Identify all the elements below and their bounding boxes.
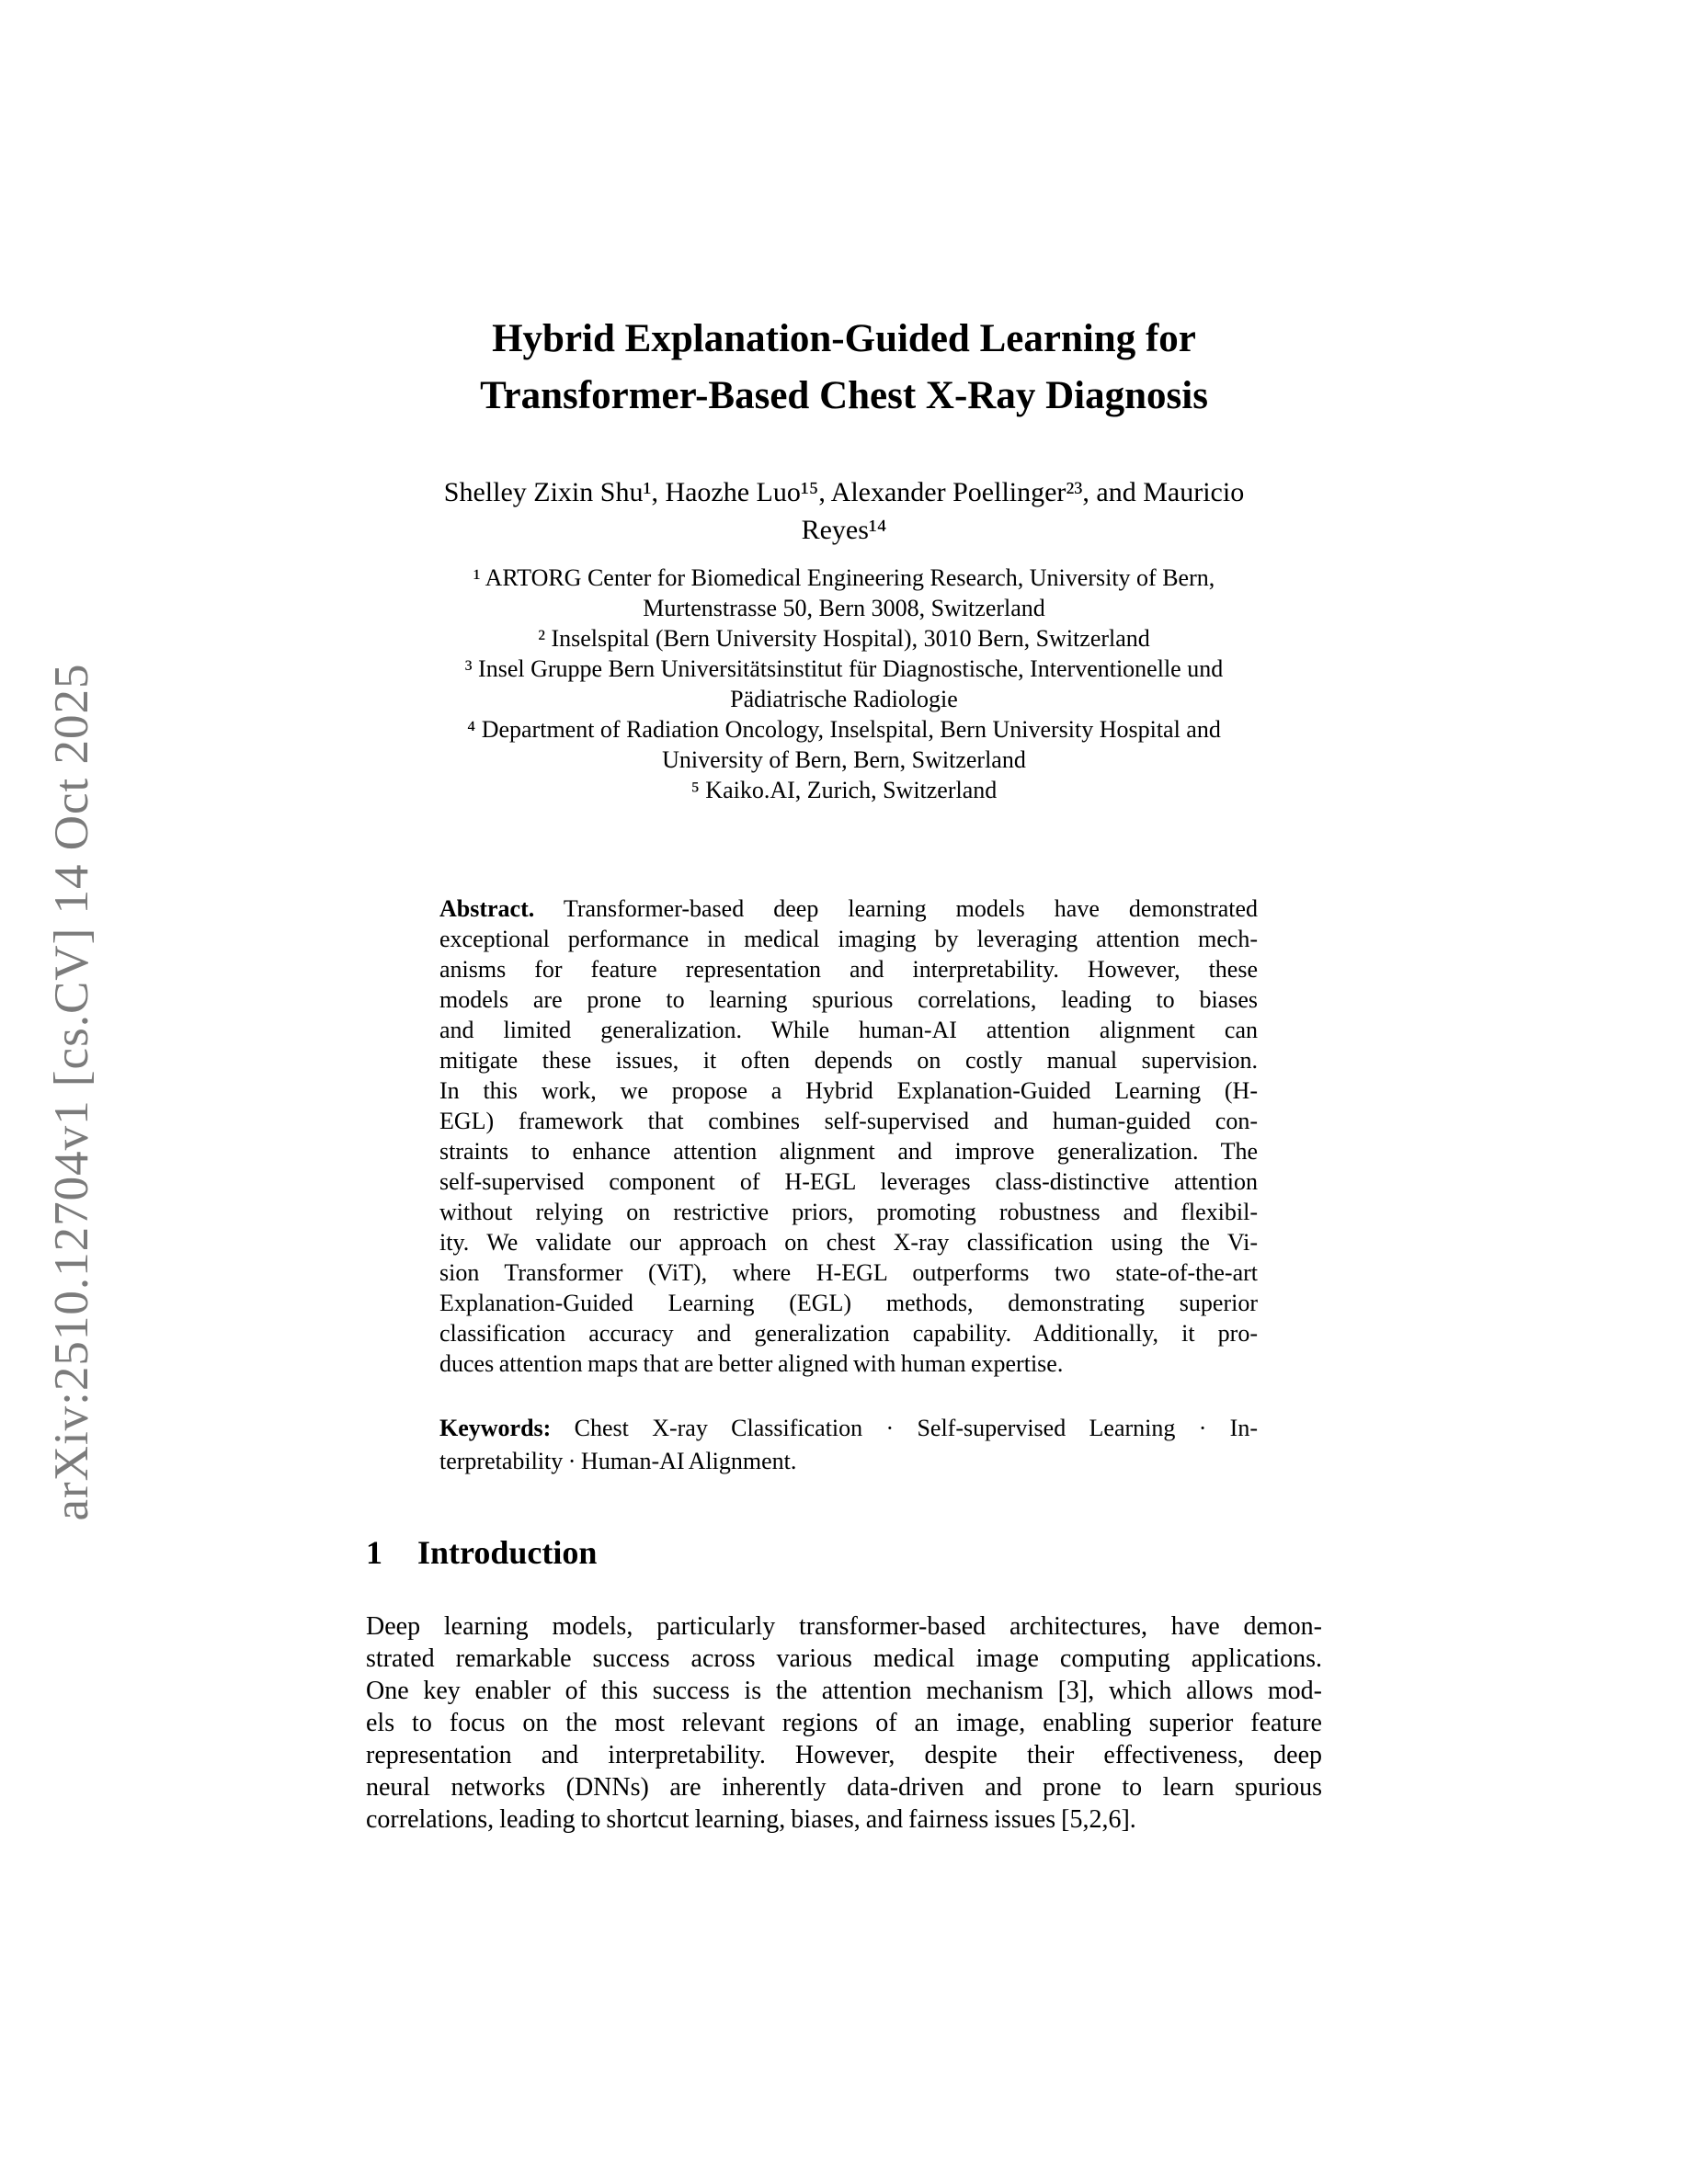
intro-line: els to focus on the most relevant regions of an image, enabling superior feature: [366, 1709, 1322, 1737]
abstract-text: Transformer-based deep learning models have demonstrated: [563, 895, 1258, 922]
affiliations-block: [311, 563, 1377, 805]
keywords-text: Chest X-ray Classification · Self-supervised Learning · In-: [574, 1415, 1258, 1441]
keywords-block: [439, 1412, 1258, 1478]
authors-line2: Reyes¹⁴: [801, 515, 887, 545]
keywords-label: Keywords:: [439, 1415, 552, 1441]
arxiv-watermark: arXiv:2510.12704v1 [cs.CV] 14 Oct 2025: [45, 663, 98, 1521]
abstract-line: models are prone to learning spurious correlations, leading to biases: [439, 986, 1258, 1013]
affiliation-line: Murtenstrasse 50, Bern 3008, Switzerland: [643, 595, 1045, 621]
abstract-line: ity. We validate our approach on chest X-ray classification using the Vi-: [439, 1229, 1258, 1256]
intro-line: representation and interpretability. However, despite their effectiveness, deep: [366, 1741, 1322, 1769]
affiliation-line: ⁵ Kaiko.AI, Zurich, Switzerland: [690, 777, 998, 803]
author-list: [329, 473, 1359, 549]
abstract-line: Explanation-Guided Learning (EGL) methods, demonstrating superior: [439, 1290, 1258, 1316]
authors-line1: Shelley Zixin Shu¹, Haozhe Luo¹⁵, Alexander Poellinger²³, and Mauricio: [443, 477, 1245, 507]
abstract-line: [439, 893, 1258, 924]
abstract-line: self-supervised component of H-EGL leverages class-distinctive attention: [439, 1168, 1258, 1195]
abstract-block: [439, 893, 1258, 1379]
abstract-label: Abstract.: [439, 895, 535, 922]
abstract-line: EGL) framework that combines self-supervised and human-guided con-: [439, 1108, 1258, 1134]
abstract-line: exceptional performance in medical imaging by leveraging attention mech-: [439, 926, 1258, 952]
section-heading-introduction: [366, 1533, 1322, 1572]
paper-title-line1: Hybrid Explanation-Guided Learning for: [492, 317, 1196, 360]
intro-line: neural networks (DNNs) are inherently data-driven and prone to learn spurious: [366, 1773, 1322, 1802]
abstract-line: without relying on restrictive priors, promoting robustness and flexibil-: [439, 1199, 1258, 1225]
abstract-line: mitigate these issues, it often depends on costly manual supervision.: [439, 1047, 1258, 1074]
affiliation-line: ¹ ARTORG Center for Biomedical Engineering Research, University of Bern,: [473, 564, 1215, 591]
intro-line: strated remarkable success across various medical image computing applications.: [366, 1644, 1322, 1673]
affiliation-line: Pädiatrische Radiologie: [730, 686, 958, 712]
abstract-line: anisms for feature representation and interpretability. However, these: [439, 956, 1258, 983]
affiliation-line: ³ Insel Gruppe Bern Universitätsinstitut für Diagnostische, Interventionelle und: [464, 655, 1224, 682]
section-number: 1: [366, 1534, 382, 1571]
affiliation-line: University of Bern, Bern, Switzerland: [662, 746, 1026, 773]
abstract-line: classification accuracy and generalization capability. Additionally, it pro-: [439, 1320, 1258, 1347]
abstract-line: duces attention maps that are better aligned with human expertise.: [439, 1350, 1064, 1377]
keywords-line: terpretability · Human-AI Alignment.: [439, 1448, 797, 1474]
keywords-line: [439, 1412, 1258, 1445]
section-title: Introduction: [417, 1534, 598, 1571]
abstract-line: straints to enhance attention alignment and improve generalization. The: [439, 1138, 1258, 1165]
abstract-line: sion Transformer (ViT), where H-EGL outperforms two state-of-the-art: [439, 1259, 1258, 1286]
abstract-line: and limited generalization. While human-AI attention alignment can: [439, 1017, 1258, 1043]
intro-line: Deep learning models, particularly transformer-based architectures, have demon-: [366, 1612, 1322, 1641]
abstract-line: In this work, we propose a Hybrid Explanation-Guided Learning (H-: [439, 1077, 1258, 1104]
paper-title: [366, 311, 1322, 425]
intro-line: One key enabler of this success is the attention mechanism [3], which allows mod-: [366, 1677, 1322, 1705]
affiliation-line: ² Inselspital (Bern University Hospital), 3010 Bern, Switzerland: [538, 625, 1150, 652]
affiliation-line: ⁴ Department of Radiation Oncology, Inselspital, Bern University Hospital and: [467, 716, 1221, 743]
paper-title-line2: Transformer-Based Chest X-Ray Diagnosis: [480, 374, 1208, 417]
introduction-paragraph: [366, 1610, 1322, 1836]
intro-line: correlations, leading to shortcut learning, biases, and fairness issues [5,2,6].: [366, 1805, 1136, 1834]
